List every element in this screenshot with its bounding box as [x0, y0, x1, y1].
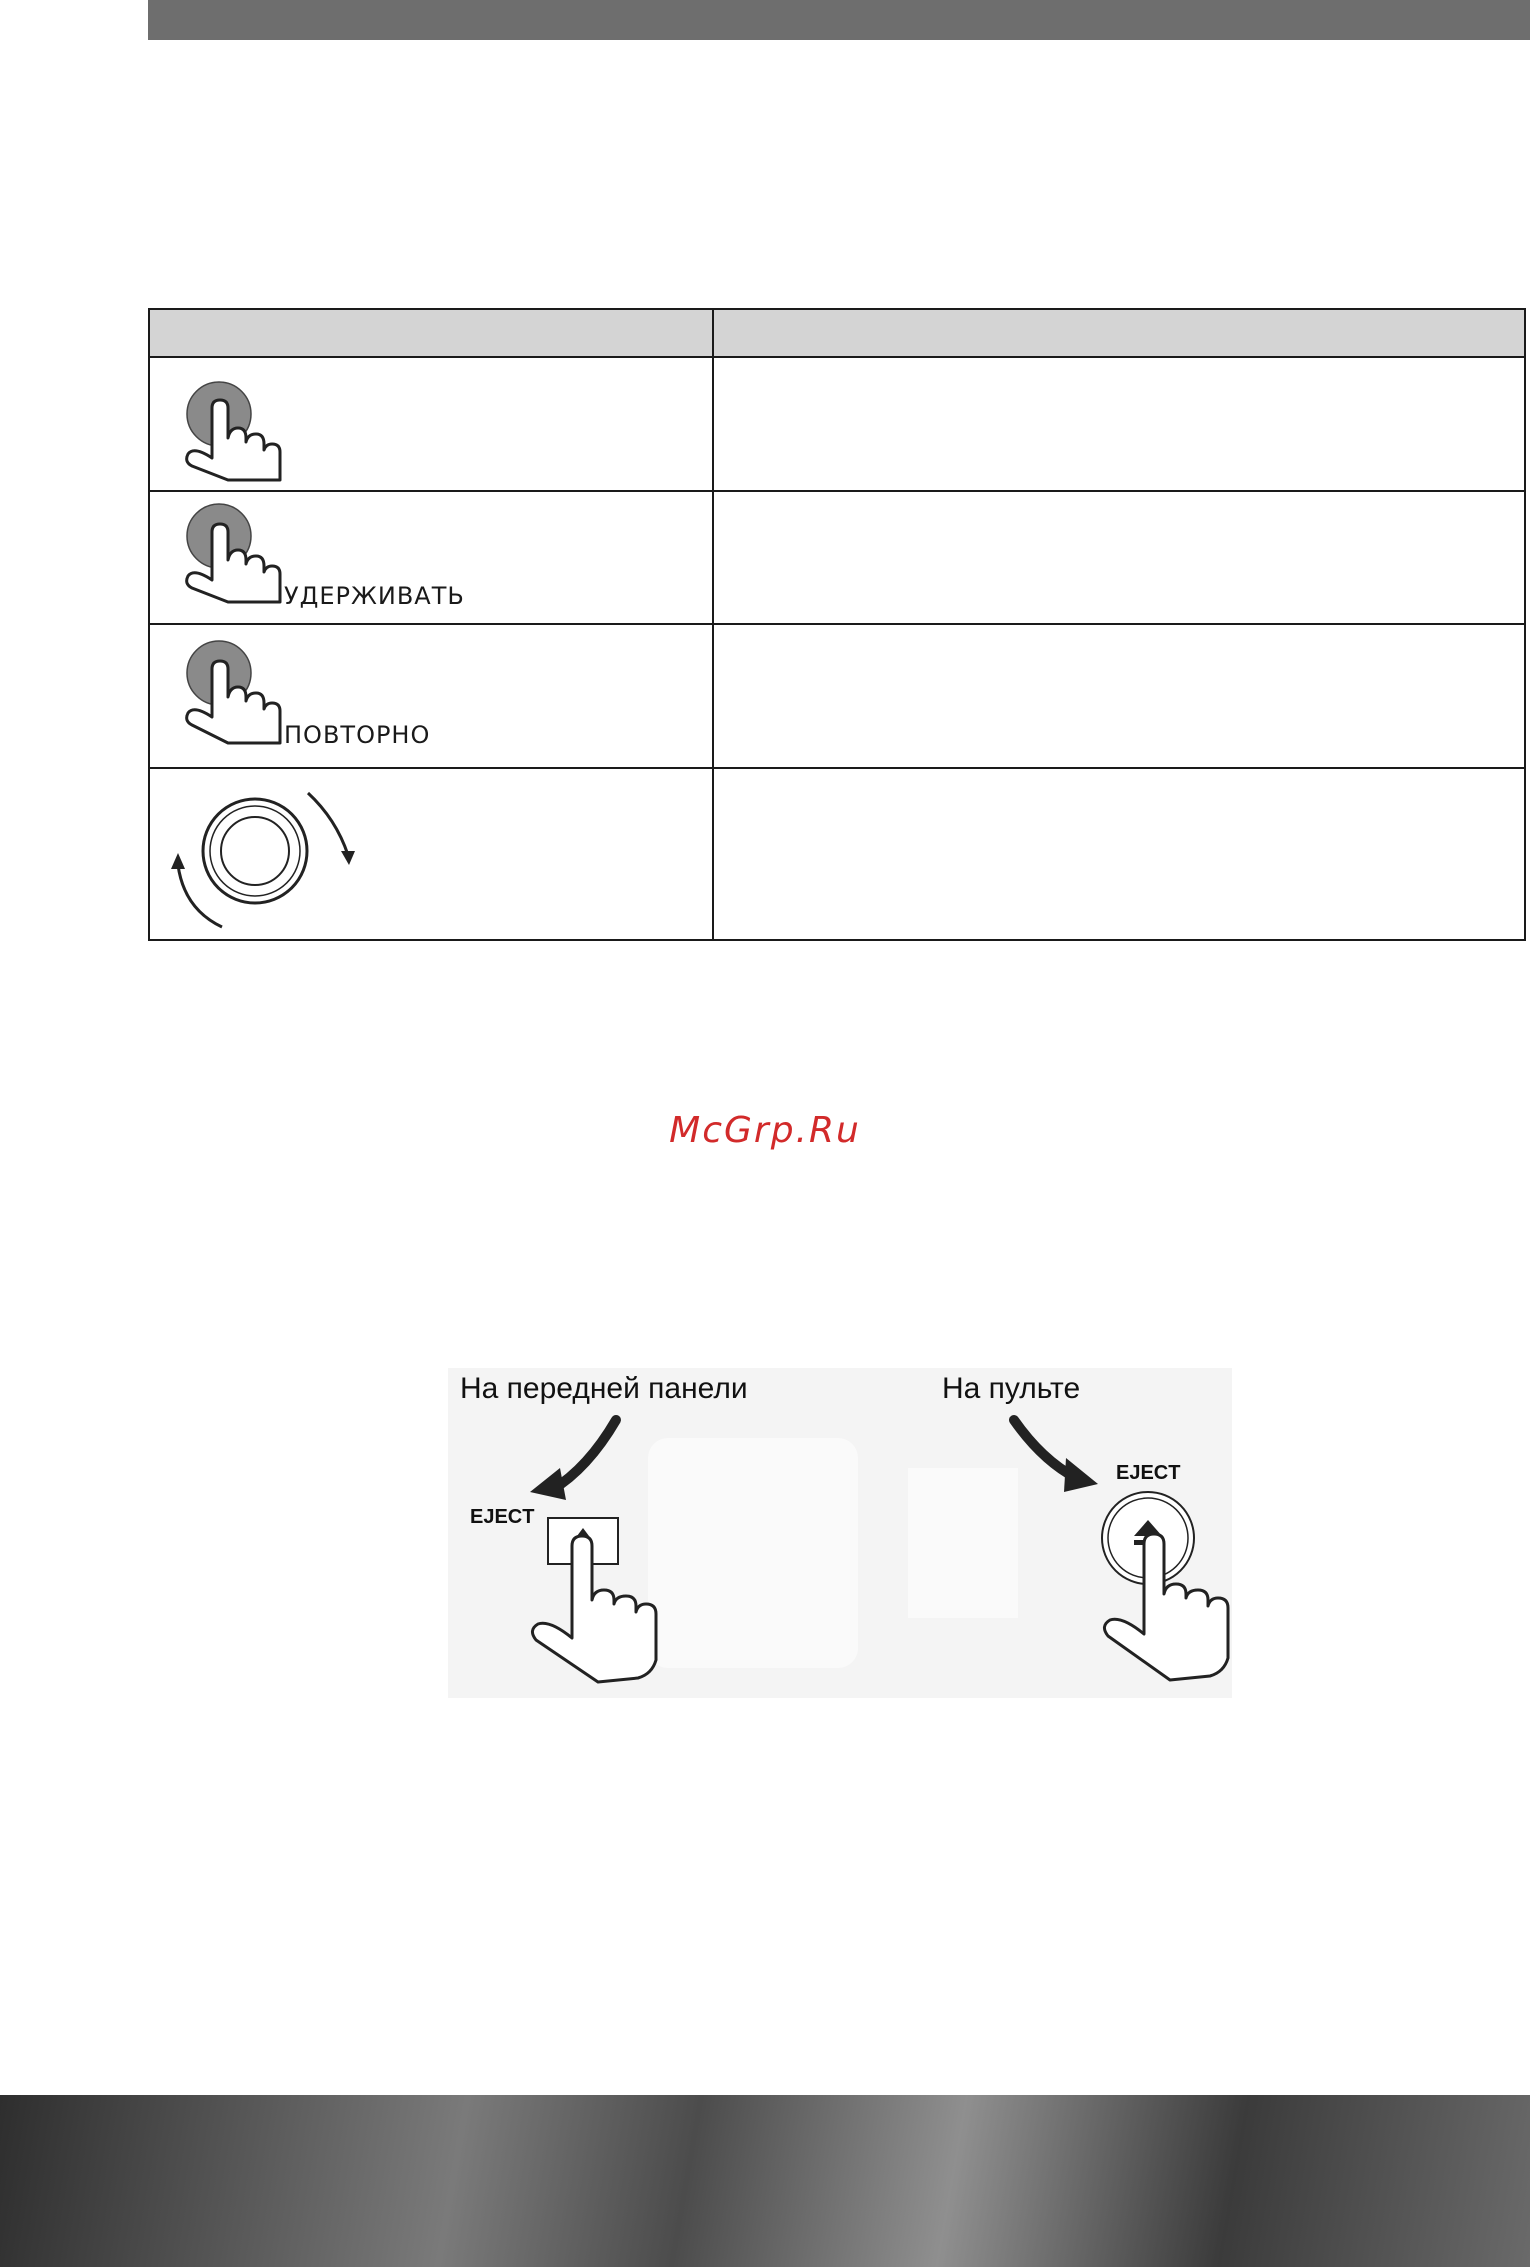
description-cell: [713, 768, 1525, 940]
eject-figure: [448, 1368, 1232, 1698]
action-cell: [149, 624, 713, 768]
eject-illustration: [448, 1368, 1232, 1698]
action-cell: [149, 491, 713, 624]
table-row: [149, 768, 1525, 940]
arrow-remote-icon: [1014, 1420, 1098, 1492]
table-header-row: [149, 309, 1525, 357]
action-label: УДЕРЖИВАТЬ: [284, 582, 465, 610]
header-bar: [148, 0, 1530, 40]
header-cell-description: [713, 309, 1525, 357]
description-cell: [713, 357, 1525, 491]
arrow-front-icon: [530, 1420, 616, 1500]
header-cell-action: [149, 309, 713, 357]
description-cell: [713, 491, 1525, 624]
footer-band: [0, 2095, 1530, 2267]
remote-caption: На пульте: [942, 1372, 1081, 1405]
action-cell: [149, 357, 713, 491]
table-row: [149, 491, 1525, 624]
description-cell: [713, 624, 1525, 768]
watermark: McGrp.Ru: [669, 1110, 861, 1151]
action-cell: [149, 768, 713, 940]
table-row: [149, 624, 1525, 768]
front-eject-label: EJECT: [470, 1506, 535, 1528]
rotary-knob-icon: [150, 769, 710, 937]
remote-eject-label: EJECT: [1116, 1462, 1181, 1484]
controls-table: [148, 308, 1526, 941]
table-row: [149, 357, 1525, 491]
front-panel-caption: На передней панели: [460, 1372, 748, 1405]
press-icon: [150, 358, 710, 488]
action-label: ПОВТОРНО: [284, 721, 431, 749]
